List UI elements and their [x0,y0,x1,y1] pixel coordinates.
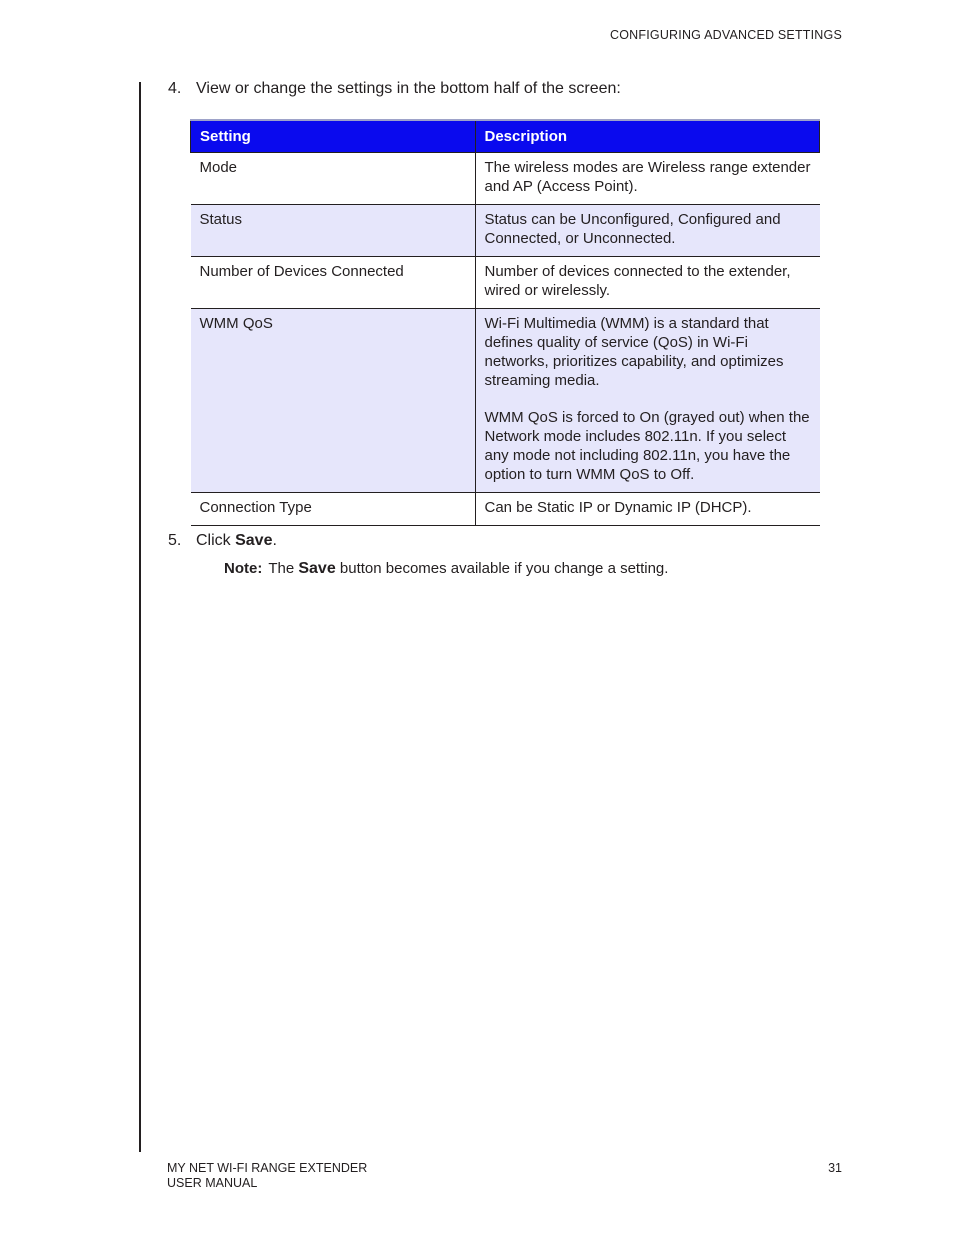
description-text: Number of devices connected to the extender, wired or wirelessly. [484,263,791,299]
footer-product-line1: MY NET WI-FI RANGE EXTENDER [167,1161,368,1175]
step-text: View or change the settings in the bottom half of the screen: [196,80,621,97]
note-prefix: The [268,560,299,577]
step-number: 5. [168,532,182,549]
description-cell [475,205,820,257]
description-cell [475,257,820,309]
description-cell [475,153,820,205]
setting-cell: Number of Devices Connected [191,257,476,309]
description-text: The wireless modes are Wireless range extender and AP (Access Point). [484,159,811,195]
note-suffix: button becomes available if you change a setting. [335,560,669,577]
description-text: Can be Static IP or Dynamic IP (DHCP). [484,499,752,516]
step-text-suffix: . [272,532,277,549]
note [224,560,668,578]
description-cell [475,493,820,526]
setting-cell: Connection Type [191,493,476,526]
description-text: Wi-Fi Multimedia (WMM) is a standard that defines quality of service (QoS) in Wi-Fi networks, prioritizes capability, and optimizes streaming media. [484,315,784,389]
margin-rule [139,82,141,1152]
table-row [191,309,820,493]
table-row [191,493,820,526]
description-text: Status can be Unconfigured, Configured and Connected, or Unconnected. [484,211,781,247]
table-header-row [191,120,820,153]
running-header: CONFIGURING ADVANCED SETTINGS [610,28,842,42]
description-cell [475,309,820,493]
setting-cell: Mode [191,153,476,205]
table-row [191,257,820,309]
save-label: Save [235,532,273,549]
page-number: 31 [828,1161,842,1175]
settings-table [190,119,820,526]
footer-product [167,1161,367,1191]
step-5 [168,532,277,550]
step-number: 4. [168,80,182,97]
save-label: Save [298,560,336,577]
setting-cell: Status [191,205,476,257]
note-label: Note: [224,560,263,577]
step-4 [168,80,621,98]
table-row [191,205,820,257]
setting-cell: WMM QoS [191,309,476,493]
footer-product-line2: USER MANUAL [167,1176,258,1190]
step-text-prefix: Click [196,532,236,549]
header-description: Description [475,120,820,153]
description-text: WMM QoS is forced to On (grayed out) when the Network mode includes 802.11n. If you select any mode not including 802.11n, you have the option to turn WMM QoS to Off. [484,409,810,483]
table-row [191,153,820,205]
header-setting: Setting [191,120,476,153]
